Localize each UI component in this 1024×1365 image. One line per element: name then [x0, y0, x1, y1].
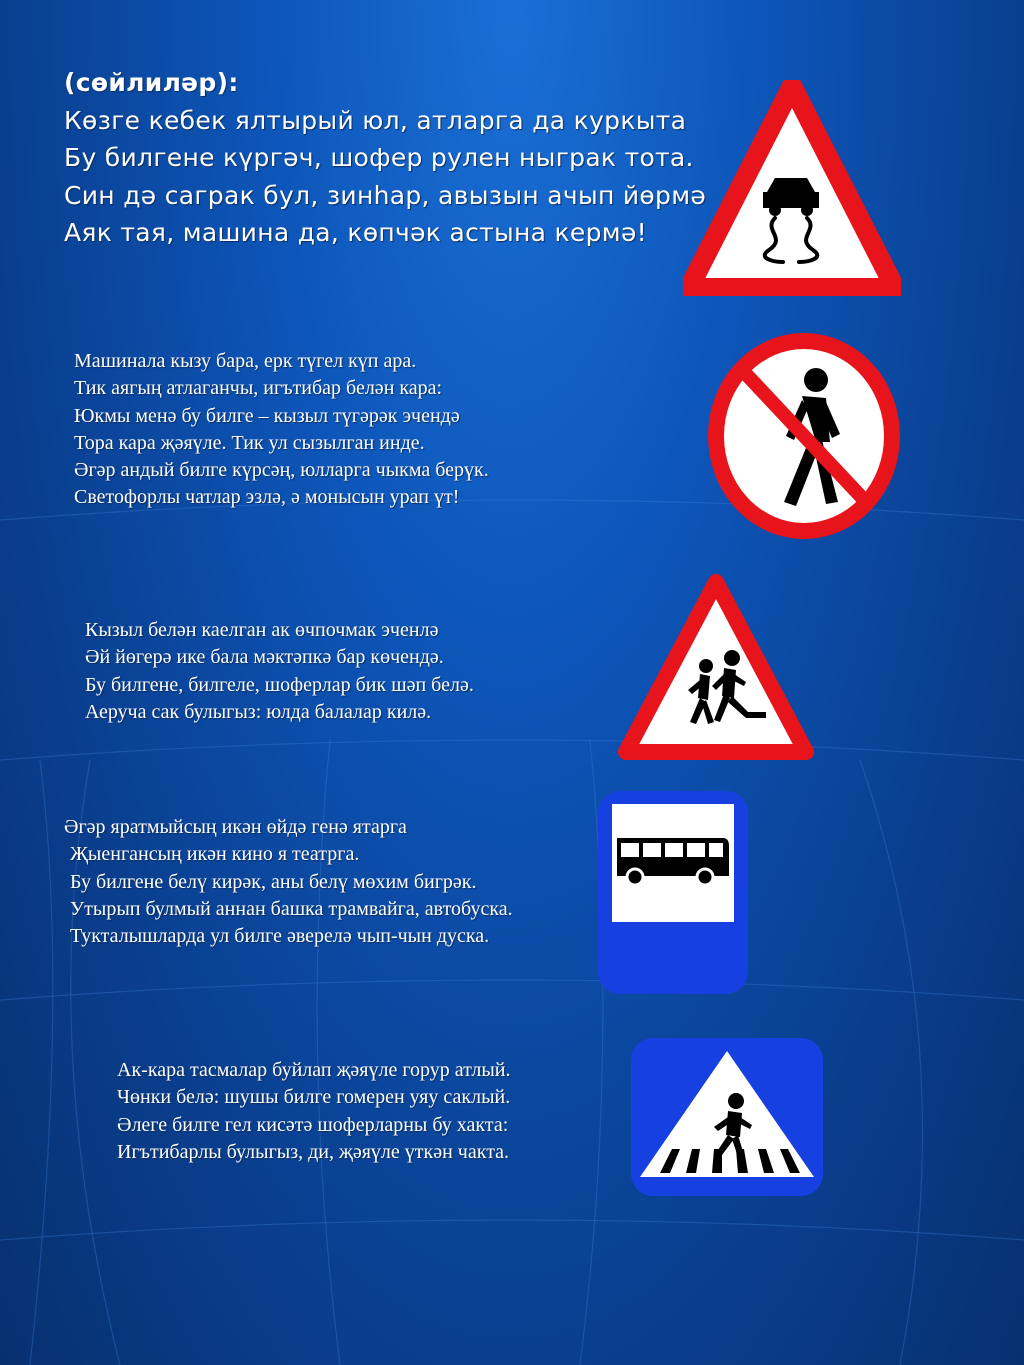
slippery-road-warning-sign-icon — [683, 80, 901, 296]
verse-line: Бу билгене белү кирәк, аны белү мөхим бигрәк. — [70, 870, 477, 893]
verse-1-header: (сөйлиләр): — [64, 68, 239, 97]
verse-line: Бу билгене, билгеле, шоферлар бик шәп белә. — [85, 673, 474, 696]
verse-1 — [64, 64, 706, 252]
verse-line: Юкмы менә бу билге – кызыл түгәрәк эчендә — [74, 404, 460, 427]
no-pedestrians-sign-icon — [706, 330, 902, 542]
verse-line: Әлеге билге гел кисәтә шоферларны бу хакта: — [117, 1113, 509, 1136]
verse-line: Көзге кебек ялтырый юл, атларга да куркыта — [64, 105, 687, 135]
verse-line: Син дә саграк бул, зинһар, авызын ачып йөрмә — [64, 180, 707, 210]
verse-2 — [74, 348, 489, 512]
verse-line: Чөнки белә: шушы билге гомерен уяу саклый. — [117, 1086, 511, 1109]
verse-4 — [64, 814, 513, 950]
verse-line: Машинала кызу бара, ерк түгел күп ара. — [74, 350, 417, 372]
verse-line: Утырып булмый аннан башка трамвайга, автобуска. — [70, 897, 513, 920]
verse-line: Бу билгене күргәч, шофер рулен ныграк тота. — [64, 143, 694, 172]
verse-line: Тик аягың атлаганчы, игътибар белән кара: — [74, 377, 443, 400]
children-crossing-warning-sign-icon — [618, 574, 814, 760]
verse-5 — [117, 1057, 511, 1166]
verse-3 — [85, 617, 474, 726]
verse-line: Әгәр яратмыйсың икән өйдә генә ятарга — [64, 816, 407, 838]
verse-line: Аеруча сак булыгыз: юлда балалар килә. — [85, 700, 432, 723]
verse-line: Әй йөгерә ике бала мәктәпкә бар көчендә. — [85, 646, 444, 669]
verse-line: Әгәр андый билге күрсәң, юлларга чыкма берүк. — [74, 459, 489, 482]
bus-stop-sign-icon — [597, 790, 749, 995]
verse-line: Тора кара җәяүле. Тик ул сызылган инде. — [74, 431, 425, 454]
verse-line: Ак-кара тасмалар буйлап җәяүле горур атлый. — [117, 1059, 511, 1081]
pedestrian-crossing-sign-icon — [630, 1037, 824, 1197]
verse-line: Светофорлы чатлар эзлә, ә монысын урап үт! — [74, 486, 460, 509]
verse-line: Кызыл белән каелган ак өчпочмак эченлә — [85, 619, 439, 641]
verse-line: Аяк тая, машина да, көпчәк астына кермә! — [64, 218, 647, 247]
verse-line: Җыенгансың икән кино я театрга. — [70, 843, 360, 866]
verse-line: Тукталышларда ул билге әверелә чып-чын дуска. — [70, 925, 490, 948]
verse-line: Игътибарлы булыгыз, ди, җәяүле үткән чакта. — [117, 1140, 510, 1163]
